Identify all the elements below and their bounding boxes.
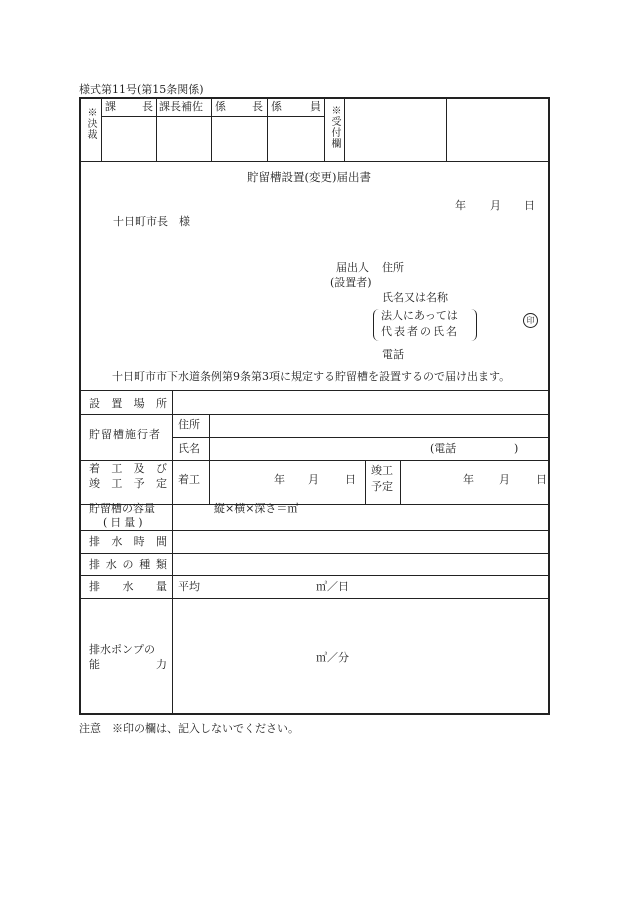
contractor-phone-label: (電話	[430, 442, 457, 455]
start-month: 月	[308, 473, 319, 486]
drain-type-label: 排 水 の 種 類	[89, 558, 167, 571]
average-label: 平均	[178, 580, 200, 593]
applicant-role: (設置者)	[330, 276, 372, 289]
approval-col-4: 係 員	[271, 100, 321, 113]
applicant-label: 届出人	[336, 261, 369, 274]
contractor-label: 貯留槽施行者	[89, 428, 161, 441]
form-number: 様式第11号(第15条関係)	[79, 83, 204, 96]
pump-unit: ㎥／分	[316, 651, 349, 664]
location-label: 設 置 場 所	[89, 397, 167, 410]
drain-time-label: 排 水 時 間	[89, 535, 167, 548]
footer-note: 注意 ※印の欄は、記入しないでください。	[79, 722, 299, 735]
capacity-label-2: (日量)	[103, 516, 146, 529]
start-day: 日	[345, 473, 356, 486]
date-day: 日	[524, 199, 535, 212]
start-year: 年	[274, 473, 285, 486]
start-label: 着工	[178, 473, 200, 486]
contractor-phone-close: )	[514, 442, 519, 455]
finish-day: 日	[536, 473, 547, 486]
approval-col-2: 課長補佐	[159, 100, 203, 113]
seal-mark-icon: 印	[523, 313, 538, 328]
finish-label-2: 予定	[371, 480, 393, 493]
declaration-statement: 十日町市市下水道条例第9条第3項に規定する貯留槽を設置するので届け出ます。	[112, 370, 511, 383]
approval-col-3: 係 長	[215, 100, 263, 113]
finish-year: 年	[463, 473, 474, 486]
pump-label-1: 排水ポンプの	[89, 643, 155, 656]
schedule-label-2: 竣 工 予 定	[89, 477, 167, 490]
contractor-name-label: 氏名	[178, 442, 200, 455]
date-month: 月	[490, 199, 501, 212]
kessai-label: ※決裁	[85, 107, 96, 140]
pump-label-2: 能 力	[89, 658, 167, 671]
capacity-formula: 縦×横×深さ＝㎥	[214, 502, 299, 515]
approval-col-1: 課 長	[105, 100, 153, 113]
capacity-label-1: 貯留槽の容量	[89, 502, 155, 515]
uketsuke-label: ※受付欄	[329, 105, 340, 149]
document-title: 貯留槽設置(変更)届出書	[247, 170, 371, 184]
drain-amount-unit: ㎥／日	[316, 580, 349, 593]
form-frame	[79, 97, 550, 715]
finish-month: 月	[499, 473, 510, 486]
corporate-line-2: 代表者の氏名	[381, 325, 459, 338]
drain-amount-label: 排 水 量	[89, 580, 167, 593]
schedule-label-1: 着 工 及 び	[89, 462, 167, 475]
finish-label-1: 竣工	[371, 464, 393, 477]
date-year: 年	[455, 199, 466, 212]
corporate-line-1: 法人にあっては	[381, 309, 458, 322]
addressee: 十日町市長 様	[113, 215, 190, 228]
contractor-address-label: 住所	[178, 418, 200, 431]
applicant-name-label: 氏名又は名称	[382, 291, 448, 304]
applicant-address-label: 住所	[382, 261, 404, 274]
applicant-phone-label: 電話	[382, 348, 404, 361]
